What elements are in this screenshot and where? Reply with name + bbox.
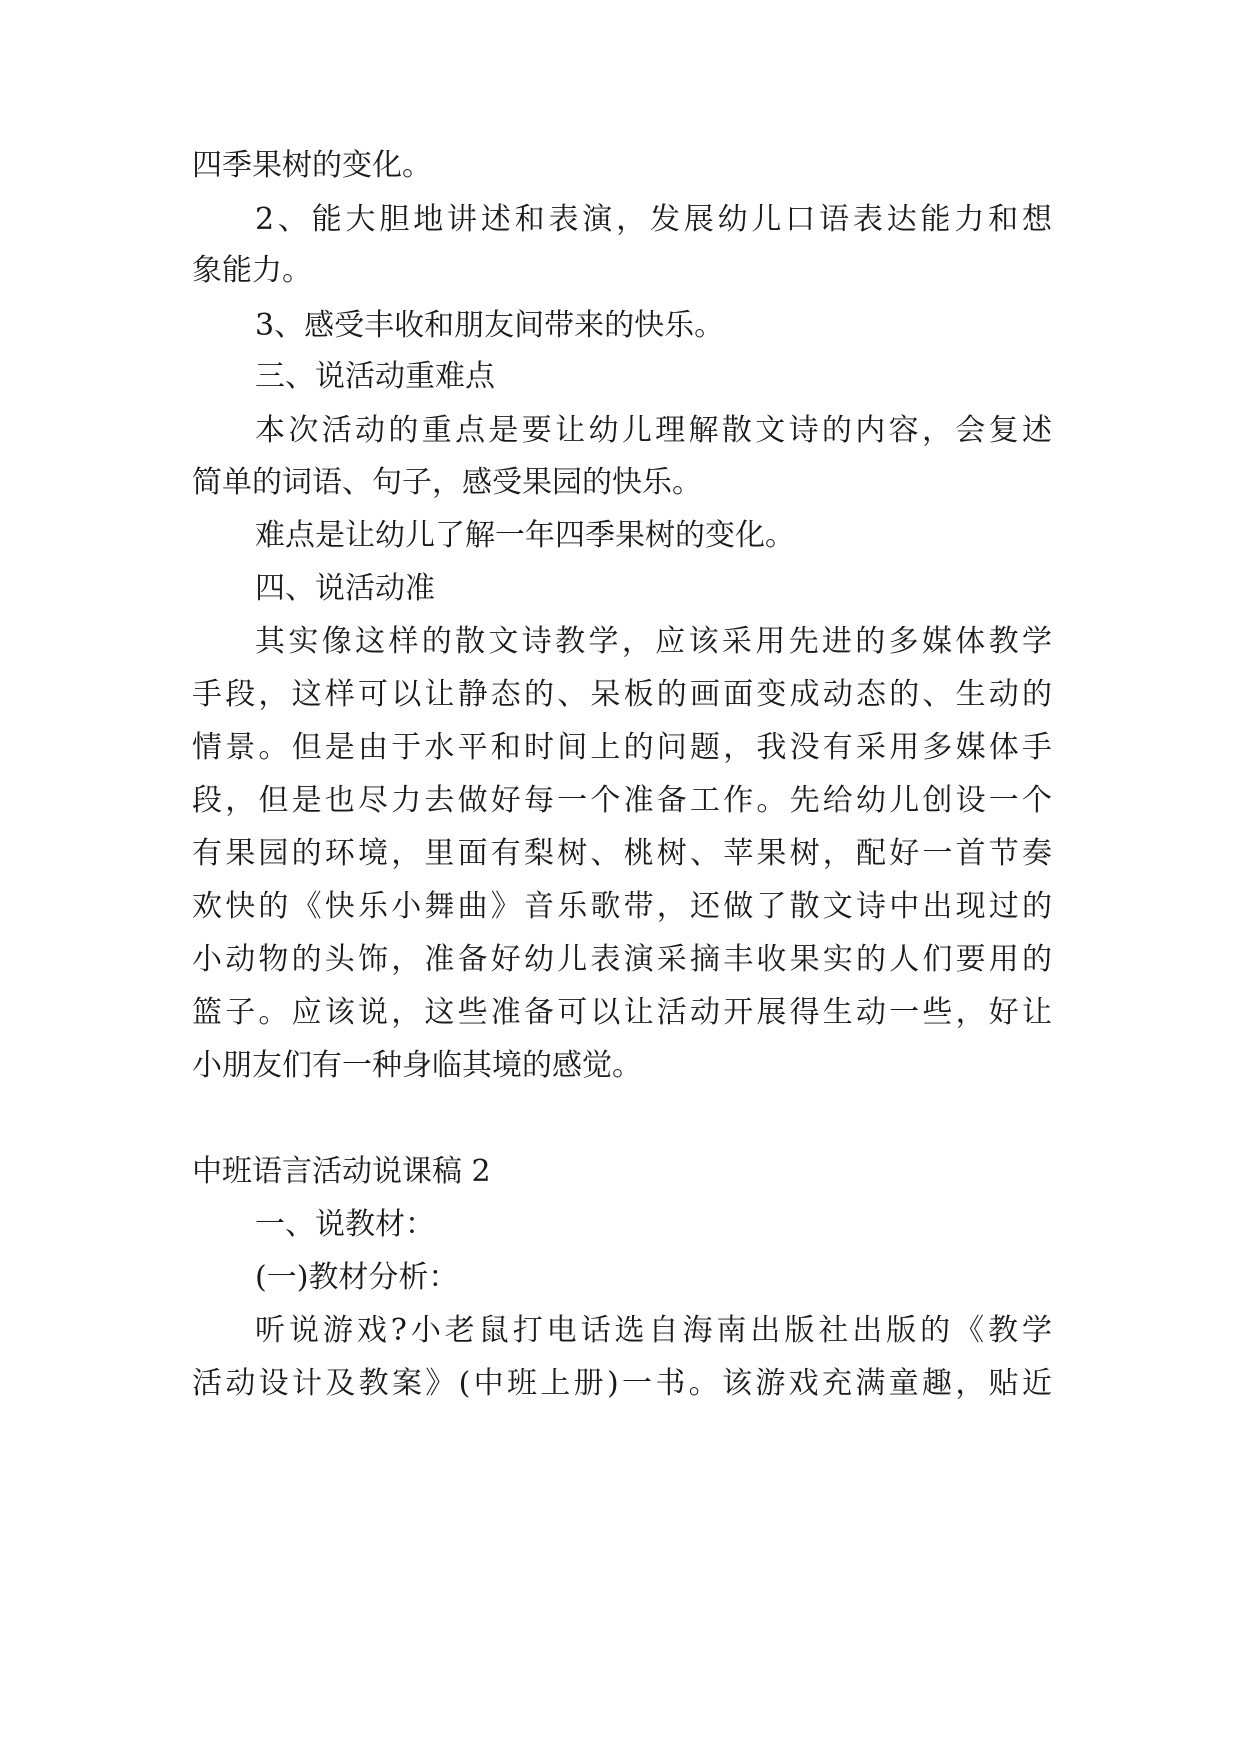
text-line: 手段，这样可以让静态的、呆板的画面变成动态的、生动的	[192, 677, 1052, 712]
text-line: 活动设计及教案》(中班上册)一书。该游戏充满童趣，贴近	[192, 1366, 1052, 1401]
section-heading: 三、说活动重难点	[255, 359, 495, 394]
text-line: 小动物的头饰，准备好幼儿表演采摘丰收果实的人们要用的	[192, 942, 1052, 977]
document-title: 中班语言活动说课稿 2	[192, 1154, 491, 1189]
text-line: 3、感受丰收和朋友间带来的快乐。	[255, 308, 725, 343]
text-line: 有果园的环境，里面有梨树、桃树、苹果树，配好一首节奏	[192, 836, 1052, 871]
text-line: 难点是让幼儿了解一年四季果树的变化。	[255, 518, 795, 553]
text-line: 象能力。	[192, 253, 312, 288]
text-line: 其实像这样的散文诗教学，应该采用先进的多媒体教学	[255, 624, 1052, 659]
text-line: 本次活动的重点是要让幼儿理解散文诗的内容，会复述	[255, 413, 1052, 448]
section-heading: 四、说活动准	[255, 571, 435, 606]
section-heading: (一)教材分析：	[255, 1260, 459, 1295]
text-line: 欢快的《快乐小舞曲》音乐歌带，还做了散文诗中出现过的	[192, 889, 1052, 924]
text-line: 四季果树的变化。	[192, 148, 432, 183]
text-line: 2、能大胆地讲述和表演，发展幼儿口语表达能力和想	[255, 202, 1052, 237]
text-line: 简单的词语、句子，感受果园的快乐。	[192, 465, 702, 500]
text-line: 篮子。应该说，这些准备可以让活动开展得生动一些，好让	[192, 995, 1052, 1030]
section-heading: 一、说教材：	[255, 1207, 435, 1242]
text-line: 听说游戏?小老鼠打电话选自海南出版社出版的《教学	[255, 1313, 1052, 1348]
text-line: 小朋友们有一种身临其境的感觉。	[192, 1048, 642, 1083]
text-line: 段，但是也尽力去做好每一个准备工作。先给幼儿创设一个	[192, 783, 1052, 818]
text-line: 情景。但是由于水平和时间上的问题，我没有采用多媒体手	[192, 730, 1052, 765]
